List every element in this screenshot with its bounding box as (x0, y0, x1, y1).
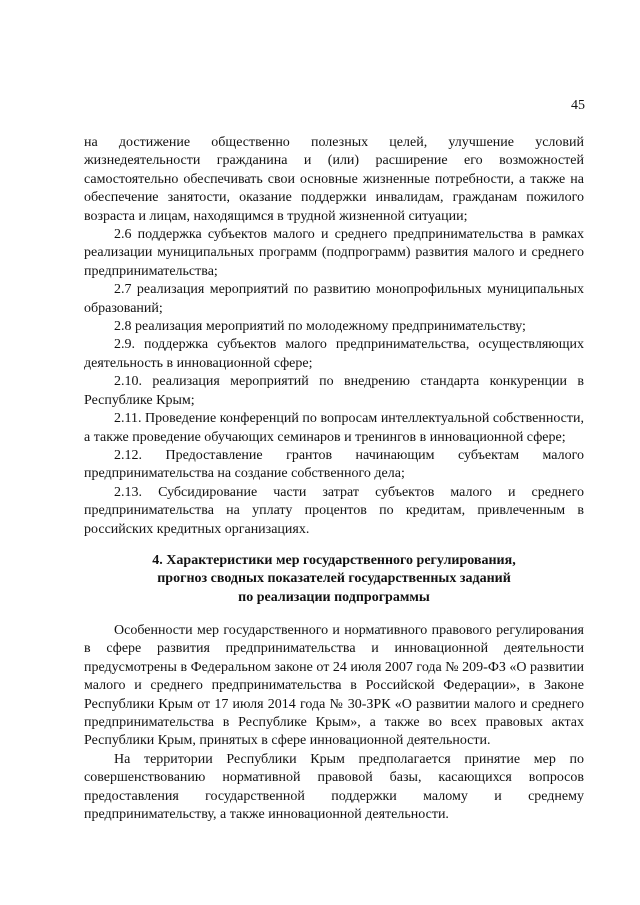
section-heading (84, 552, 584, 607)
section-paragraph: На территории Республики Крым предполагается принятие мер по совершенствованию нормативной правовой базы, касающихся вопросов предоставления государственной поддержки малому и среднему предпринимательству, а также инновационной деятельности. (84, 751, 584, 823)
section-body (84, 622, 584, 824)
section-paragraph: Особенности мер государственного и нормативного правового регулирования в сфере развития предпринимательства и инновационной деятельности предусмотрены в Федеральном законе от 24 июля 2007 года № 209-ФЗ «О развитии малого и среднего предпринимательства в Российской Федерации», в Законе Республики Крым от 17 июля 2014 года № 30-ЗРК «О развитии малого и среднего предпринимательства в Республике Крым», а также во всех правовых актах Республики Крым, принятых в сфере инновационной деятельности. (84, 623, 584, 749)
page-number: 45 (571, 98, 585, 113)
list-item-2-9: 2.9. поддержка субъектов малого предпринимательства, осуществляющих деятельность в инновационной сфере; (84, 337, 584, 371)
list-item-2-10: 2.10. реализация мероприятий по внедрению стандарта конкуренции в Республике Крым; (84, 374, 584, 408)
list-continuation (84, 134, 584, 539)
list-item-2-13: 2.13. Субсидирование части затрат субъектов малого и среднего предпринимательства на уплату процентов по кредитам, привлеченным в российских кредитных организациях. (84, 484, 584, 537)
section-heading-line: по реализации подпрограммы (238, 589, 430, 605)
list-item-2-7: 2.7 реализация мероприятий по развитию монопрофильных муниципальных образований; (84, 282, 584, 316)
section-heading-line: 4. Характеристики мер государственного регулирования, (152, 553, 516, 568)
list-item-2-11: 2.11. Проведение конференций по вопросам интеллектуальной собственности, а также проведение обучающих семинаров и тренингов в инновационной сфере; (84, 411, 584, 445)
list-item-2-6: 2.6 поддержка субъектов малого и среднего предпринимательства в рамках реализации муниципальных программ (подпрограмм) развития малого и среднего предпринимательства; (84, 227, 584, 279)
section-heading-line: прогноз сводных показателей государственных заданий (157, 571, 511, 587)
paragraph: на достижение общественно полезных целей, улучшение условий жизнедеятельности гражданина и (или) расширение его возможностей самостоятельно обеспечивать свои основные жизненные потребности, а также на обеспечение занятости, оказание поддержки инвалидам, гражданам пожилого возраста и лицам, находящимся в трудной жизненной ситуации; (84, 135, 584, 224)
list-item-2-8: 2.8 реализация мероприятий по молодежному предпринимательству; (114, 319, 526, 335)
list-item-2-12: 2.12. Предоставление грантов начинающим субъектам малого предпринимательства на создание собственного дела; (84, 447, 584, 482)
